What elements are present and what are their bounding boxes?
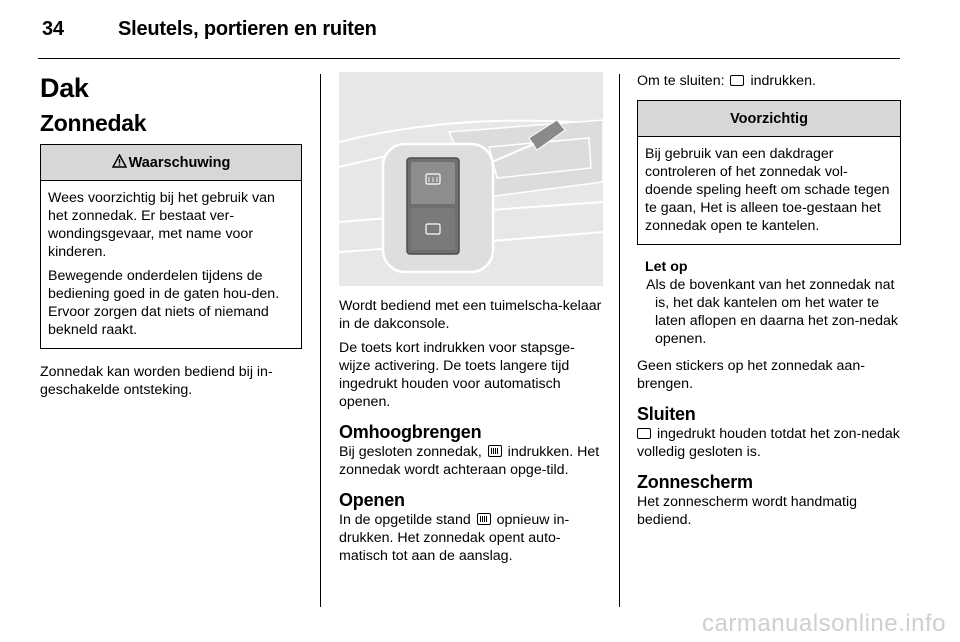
heading-zonnescherm: Zonnescherm (637, 472, 753, 492)
switch-illustration (339, 72, 603, 286)
sunroof-close-icon (730, 75, 744, 86)
caution-box-body (638, 137, 900, 244)
warning-box-header (41, 145, 301, 181)
page-number: 34 (42, 18, 64, 40)
stickers-text: Geen stickers op het zonnedak aan-brengen. (637, 358, 865, 392)
column-divider-1 (320, 74, 321, 607)
omhoog-text-after: indrukken. Het zonnedak wordt achteraan opge-tild. (339, 444, 600, 478)
zonnescherm-text: Het zonnescherm wordt handmatig bediend. (637, 494, 858, 528)
operation-text: Wordt bediend met een tuimelscha-kelaar in de dakconsole. (339, 298, 602, 332)
warning-triangle-icon (112, 154, 127, 172)
heading-openen: Openen (339, 490, 405, 510)
subsection-heading: Zonnedak (40, 110, 147, 136)
note-block (637, 259, 903, 348)
close-text-before: Om te sluiten: (637, 73, 725, 89)
sunroof-open-icon (477, 513, 491, 525)
activation-text: De toets kort indrukken voor stapsge-wijze activering. De toets langere tijd ingedrukt houden voor automatisch openen. (339, 340, 575, 410)
openen-text-before: In de opgetilde stand (339, 512, 471, 528)
note-body (646, 276, 903, 348)
heading-omhoogbrengen: Omhoogbrengen (339, 422, 482, 442)
warning-title: Waarschuwing (128, 154, 231, 171)
warning-box-body (41, 181, 301, 348)
ignition-text: Zonnedak kan worden bediend bij in-geschakelde ontsteking. (40, 364, 273, 398)
warning-box (40, 144, 302, 349)
roof-console-drawing (339, 72, 603, 286)
page-title: Sleutels, portieren en ruiten (118, 18, 377, 40)
sluiten-text-body: ingedrukt houden totdat het zon-nedak volledig gesloten is. (637, 426, 900, 460)
openen-text-after: opnieuw in-drukken. Het zonnedak opent auto-matisch tot aan de aanslag. (339, 512, 570, 564)
caution-box (637, 100, 901, 245)
sunroof-close-icon (637, 428, 651, 439)
openen-text (339, 511, 603, 565)
warning-paragraph-2: Bewegende onderdelen tijdens de bediening goed in de gaten hou-den. Ervoor zorgen dat niets of niemand bekneld raakt. (48, 268, 280, 338)
page-header (42, 18, 377, 41)
note-text: Als de bovenkant van het zonnedak nat is, het dak kantelen om het water te laten aflopen en daarna het zon-nedak openen. (646, 277, 898, 347)
caution-title: Voorzichtig (730, 110, 808, 127)
omhoog-text-before: Bij gesloten zonnedak, (339, 444, 482, 460)
heading-sluiten: Sluiten (637, 404, 696, 424)
omhoog-text (339, 443, 603, 479)
header-divider (38, 58, 900, 59)
warning-paragraph-1: Wees voorzichtig bij het gebruik van het zonnedak. Er bestaat ver-wondingsgevaar, met name voor kinderen. (48, 190, 275, 260)
column-1 (40, 72, 304, 399)
column-3 (637, 72, 903, 529)
sunroof-open-icon (488, 445, 502, 457)
column-divider-2 (619, 74, 620, 607)
note-title: Let op (645, 259, 688, 275)
close-text (637, 72, 903, 90)
column-2 (339, 72, 603, 565)
caution-box-header (638, 101, 900, 137)
watermark: carmanualsonline.info (702, 610, 946, 637)
caution-text: Bij gebruik van een dakdrager controleren of het zonnedak vol-doende speling heeft om schade tegen te gaan, Het is alleen toe-gestaan het zonnedak open te kantelen. (645, 146, 890, 234)
close-text-after: indrukken. (750, 73, 816, 89)
sluiten-text (637, 425, 903, 461)
section-heading: Dak (40, 73, 89, 103)
